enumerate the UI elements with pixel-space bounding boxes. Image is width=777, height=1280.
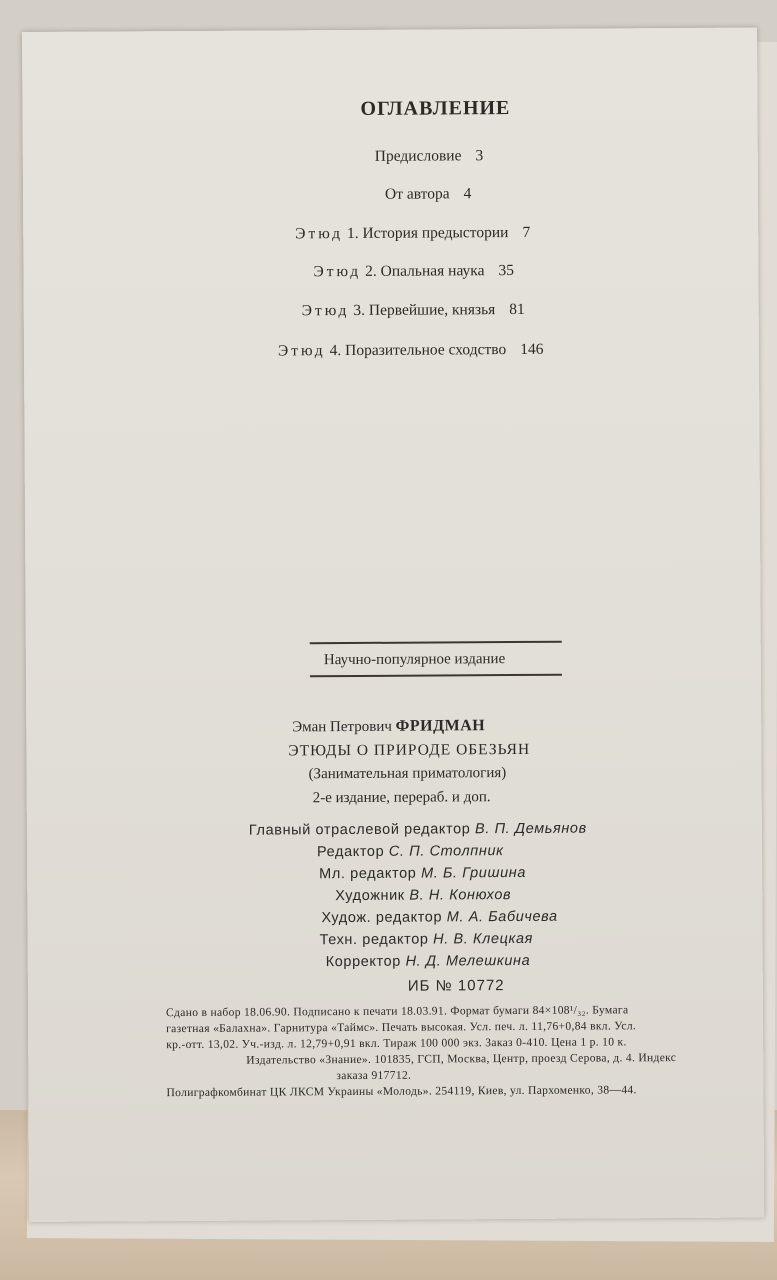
divider-bottom bbox=[310, 674, 562, 677]
credit-role: Редактор bbox=[316, 843, 385, 861]
tech-line: газетная «Балахна». Гарнитура «Таймс». Печать высокая. Усл. печ. л. 11,76+0,84 вкл. Усл. bbox=[166, 1019, 637, 1036]
author-line bbox=[292, 717, 485, 736]
credit-role: Мл. редактор bbox=[319, 865, 417, 883]
author-given-name: Эман Петрович bbox=[292, 718, 392, 736]
edition-note: 2-е издание, перераб. и доп. bbox=[312, 789, 491, 807]
credit-role: Корректор bbox=[325, 953, 401, 971]
toc-item-text: 3. Первейшие, князья bbox=[353, 301, 496, 319]
toc-item-text: 1. История предыстории bbox=[346, 224, 509, 243]
credit-line bbox=[249, 821, 587, 839]
book-subtitle: (Занимательная приматология) bbox=[308, 765, 507, 783]
credit-line bbox=[320, 931, 533, 948]
publication-type: Научно-популярное издание bbox=[323, 651, 506, 669]
toc-item-page: 81 bbox=[509, 300, 525, 319]
credit-name: С. П. Столпник bbox=[388, 843, 504, 860]
author-surname: ФРИДМАН bbox=[395, 717, 486, 735]
toc-item-text: Предисловие bbox=[374, 147, 462, 165]
toc-title: ОГЛАВЛЕНИЕ bbox=[360, 97, 511, 120]
credit-line bbox=[319, 865, 526, 882]
credit-role: Главный отраслевой редактор bbox=[248, 821, 471, 839]
tech-line: кр.-отт. 13,02. Уч.-изд. л. 12,79+0,91 вкл. Тираж 100 000 экз. Заказ 0-410. Цена 1 р. 10 к. bbox=[166, 1035, 627, 1052]
toc-item-etude-4 bbox=[278, 341, 544, 361]
credit-name: Н. В. Клецкая bbox=[433, 930, 533, 948]
technical-imprint bbox=[166, 1002, 755, 1102]
ib-number: ИБ № 10772 bbox=[407, 977, 505, 995]
credit-role: Техн. редактор bbox=[319, 931, 429, 949]
toc-item-text: 4. Поразительное сходство bbox=[329, 341, 507, 360]
credit-role: Художник bbox=[335, 887, 405, 905]
credit-name: Н. Д. Мелешкина bbox=[405, 952, 531, 970]
toc-item-etude-2 bbox=[313, 262, 514, 281]
credit-name: В. П. Демьянов bbox=[474, 820, 587, 838]
toc-item-page: 4 bbox=[463, 185, 472, 203]
credit-line bbox=[317, 843, 504, 860]
tech-line: заказа 917712. bbox=[336, 1068, 412, 1083]
tech-line: Сдано в набор 18.06.90. Подписано к печати 18.03.91. Формат бумаги 84×108¹/₃₂. Бумага bbox=[165, 1003, 629, 1020]
toc-item-prefix: Этюд bbox=[301, 302, 350, 320]
toc-item-page: 3 bbox=[475, 147, 484, 165]
toc-item-page: 35 bbox=[498, 261, 515, 280]
credit-name: М. Б. Гришина bbox=[420, 864, 527, 882]
toc-item-prefix: Этюд bbox=[313, 262, 362, 281]
toc-item-prefix: Этюд bbox=[295, 225, 343, 243]
credit-line bbox=[326, 953, 531, 970]
toc-item-prefix: Этюд bbox=[277, 342, 326, 360]
credit-role: Худож. редактор bbox=[321, 909, 443, 927]
toc-item-page: 146 bbox=[520, 340, 544, 358]
credit-line bbox=[335, 887, 511, 904]
credit-name: В. Н. Конюхов bbox=[409, 887, 512, 904]
toc-item-page: 7 bbox=[522, 223, 531, 241]
tech-line: Полиграфкомбинат ЦК ЛКСМ Украины «Молодь». 254119, Киев, ул. Пархоменко, 38—44. bbox=[166, 1083, 637, 1100]
toc-item-etude-1 bbox=[295, 224, 530, 243]
book-page bbox=[22, 28, 764, 1222]
tech-line: Издательство «Знание». 101835, ГСП, Москва, Центр, проезд Серова, д. 4. Индекс bbox=[246, 1051, 677, 1067]
credit-name: М. А. Бабичева bbox=[446, 908, 558, 926]
toc-item-from-author bbox=[385, 185, 471, 204]
toc-item-preface bbox=[375, 147, 484, 166]
toc-item-text: От автора bbox=[384, 185, 450, 203]
book-title: ЭТЮДЫ О ПРИРОДЕ ОБЕЗЬЯН bbox=[288, 740, 531, 760]
credit-line bbox=[321, 909, 557, 926]
toc-item-text: 2. Опальная наука bbox=[365, 262, 485, 280]
toc-item-etude-3 bbox=[302, 301, 525, 320]
divider-top bbox=[310, 641, 562, 644]
